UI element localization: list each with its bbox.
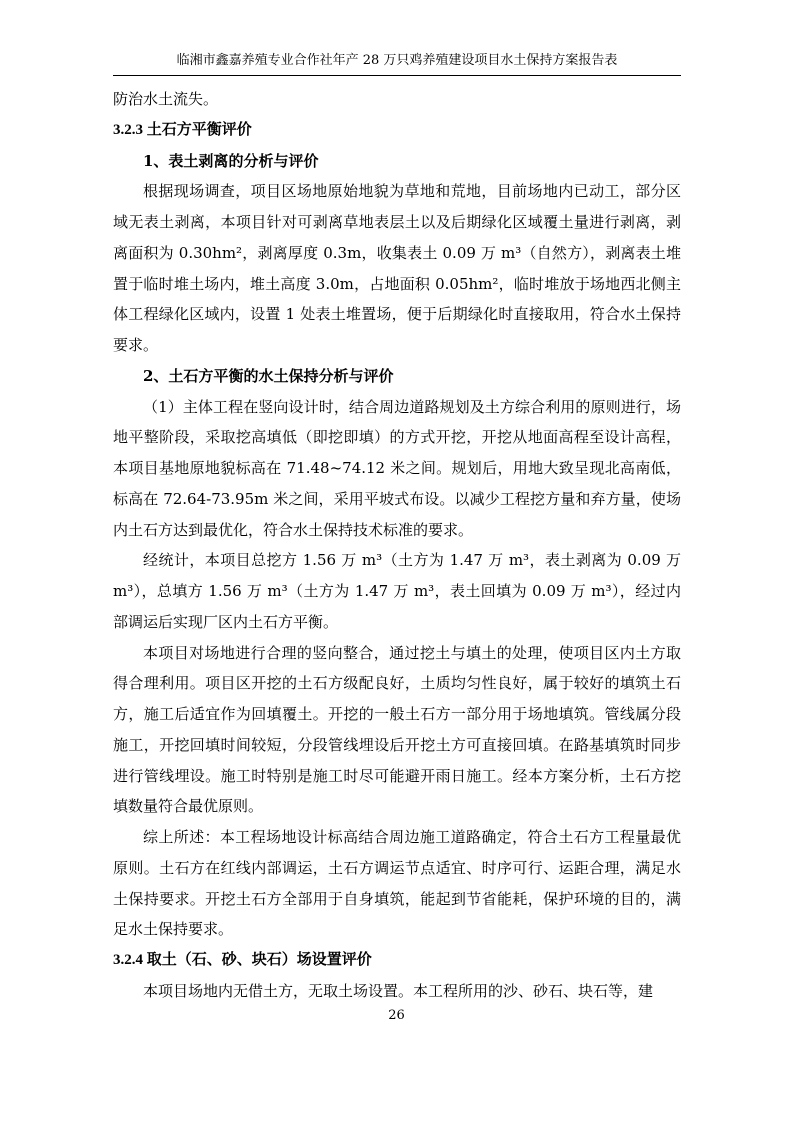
paragraph-summary: 综上所述：本工程场地设计标高结合周边施工道路确定，符合土石方工程量最优原则。土石方在红线内部调运，土石方调运节点适宜、时序可行、运距合理，满足水土保持要求。开挖土石方全部用于自身填筑，能起到节省能耗，保护环境的目的，满足水土保持要求。 xyxy=(113,828,681,939)
paragraph-borrow-pit: 本项目场地内无借土方，无取土场设置。本工程所用的沙、砂石、块石等，建 xyxy=(143,981,654,1000)
page-number: 26 xyxy=(388,1008,405,1023)
subheading-earthwork-balance: 2、土石方平衡的水土保持分析与评价 xyxy=(143,366,394,385)
running-header: 临湘市鑫嘉养殖专业合作社年产 28 万只鸡养殖建设项目水土保持方案报告表 xyxy=(176,53,618,68)
page-body xyxy=(113,84,681,1007)
section-heading-3-2-3: 3.2.3 土石方平衡评价 xyxy=(113,121,252,138)
subheading-topsoil-stripping: 1、表土剥离的分析与评价 xyxy=(143,151,319,170)
paragraph-topsoil: 根据现场调查，项目区场地原始地貌为草地和荒地，目前场地内已动工，部分区域无表土剥离，本项目针对可剥离草地表层土以及后期绿化区域覆土量进行剥离，剥离面积为 0.30hm²，剥离厚度 0.3m，收集表土 0.09 万 m³（自然方），剥离表土堆置于临时堆土场内，堆土高度 3.0m，占地面积 0.05hm²，临时堆放于场地西北侧主体工程绿化区域内，设置 1 处表土堆置场，便于后期绿化时直接取用，符合水土保持要求。 xyxy=(113,182,681,354)
section-heading-3-2-4: 3.2.4 取土（石、砂、块石）场设置评价 xyxy=(113,952,372,968)
paragraph-site-integration: 本项目对场地进行合理的竖向整合，通过挖土与填土的处理，使项目区内土方取得合理利用。项目区开挖的土石方级配良好，土质均匀性良好，属于较好的填筑土石方，施工后适宜作为回填覆土。开挖的一般土石方一部分用于场地填筑。管线属分段施工，开挖回填时间较短，分段管线埋设后开挖土方可直接回填。在路基填筑时同步进行管线埋设。施工时特别是施工时尽可能避开雨日施工。经本方案分析，土石方挖填数量符合最优原则。 xyxy=(113,643,681,816)
paragraph-statistics: 经统计，本项目总挖方 1.56 万 m³（土方为 1.47 万 m³，表土剥离为 0.09 万 m³），总填方 1.56 万 m³（土方为 1.47 万 m³，表土回填为 0.09 万 m³），经过内部调运后实现厂区内土石方平衡。 xyxy=(113,551,681,631)
paragraph-continuation: 防治水土流失。 xyxy=(113,90,219,108)
header-rule xyxy=(113,75,681,76)
paragraph-vertical-design: （1）主体工程在竖向设计时，结合周边道路规划及土方综合利用的原则进行，场地平整阶段，采取挖高填低（即挖即填）的方式开挖，开挖从地面高程至设计高程，本项目基地原地貌标高在 71.48~74.12 米之间。规划后，用地大致呈现北高南低，标高在 72.64-73.95m 米之间，采用平坡式布设。以减少工程挖方量和弃方量，使场内土石方达到最优化，符合水土保持技术标准的要求。 xyxy=(113,397,681,539)
